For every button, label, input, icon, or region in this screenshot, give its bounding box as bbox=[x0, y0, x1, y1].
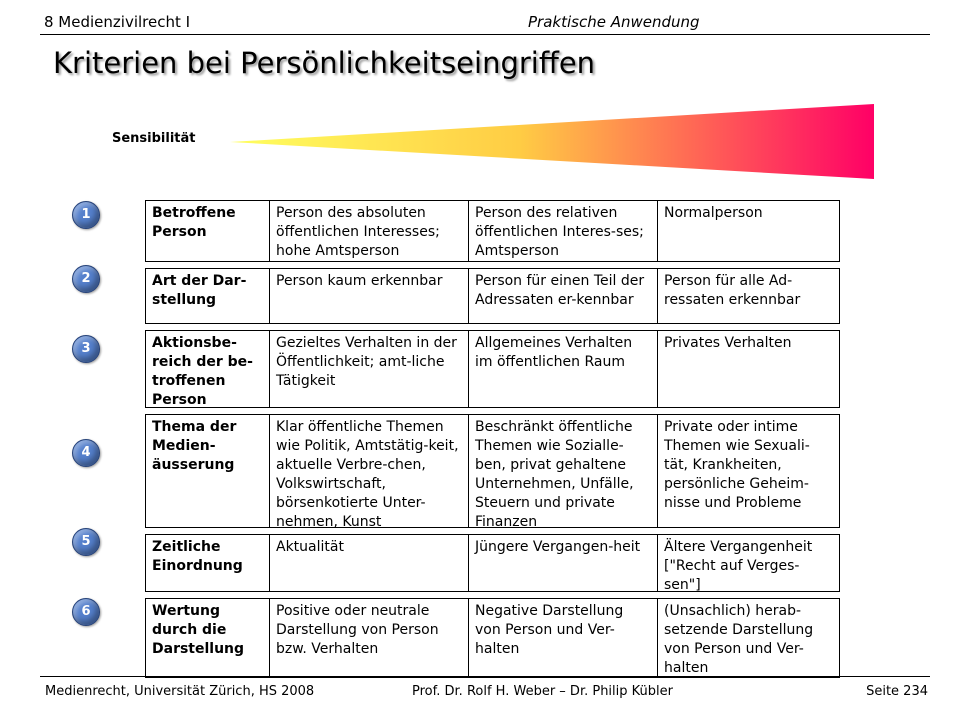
table-cell: Klar öffentliche Themen wie Politik, Amtstätig-keit, aktuelle Verbre-chen, Volkswirtschaft, börsenkotierte Unter-nehmen, Kunst bbox=[270, 415, 469, 527]
footer-authors: Prof. Dr. Rolf H. Weber – Dr. Philip Kübler bbox=[412, 684, 673, 699]
criteria-table bbox=[145, 200, 840, 684]
row-number-badge: 1 bbox=[72, 201, 100, 229]
criterion-label: Thema der Medien-äusserung bbox=[146, 415, 270, 527]
section-title: 8 Medienzivilrecht I bbox=[44, 13, 191, 31]
row-number-badge: 2 bbox=[72, 265, 100, 293]
table-row bbox=[145, 414, 840, 528]
table-cell: Person für alle Ad-ressaten erkennbar bbox=[664, 273, 801, 308]
table-cell: Person des relativen öffentlichen Interes-ses; Amtsperson bbox=[469, 201, 658, 261]
sensitivity-wedge-shape bbox=[230, 104, 874, 179]
page-title: Kriterien bei Persönlichkeitseingriffen bbox=[53, 46, 596, 80]
table-cell: Positive oder neutrale Darstellung von Person bzw. Verhalten bbox=[270, 599, 469, 677]
row-number-badge: 3 bbox=[72, 335, 100, 363]
table-row bbox=[145, 534, 840, 592]
table-cell: Ältere Vergangenheit ["Recht auf Verges-sen"] bbox=[664, 539, 813, 593]
table-cell: (Unsachlich) herab-setzende Darstellung von Person und Ver-halten bbox=[664, 603, 814, 676]
table-cell: Negative Darstellung von Person und Ver-halten bbox=[469, 599, 658, 677]
table-cell: Privates Verhalten bbox=[664, 335, 792, 351]
sensitivity-label: Sensibilität bbox=[112, 131, 196, 146]
criterion-label: Aktionsbe-reich der be-troffenen Person bbox=[146, 331, 270, 407]
table-row bbox=[145, 268, 840, 324]
page-footer bbox=[40, 676, 930, 705]
section-subtitle: Praktische Anwendung bbox=[528, 13, 700, 31]
footer-course: Medienrecht, Universität Zürich, HS 2008 bbox=[45, 684, 315, 699]
table-cell: Person für einen Teil der Adressaten er-kennbar bbox=[469, 269, 658, 323]
table-cell: Gezieltes Verhalten in der Öffentlichkeit; amt-liche Tätigkeit bbox=[270, 331, 469, 407]
sensitivity-wedge bbox=[230, 104, 876, 180]
table-cell: Normalperson bbox=[664, 205, 763, 221]
criterion-label: Wertung durch die Darstellung bbox=[146, 599, 270, 677]
table-cell: Beschränkt öffentliche Themen wie Sozialle-ben, privat gehaltene Unternehmen, Unfälle, Steuern und private Finanzen bbox=[469, 415, 658, 527]
criterion-label: Art der Dar-stellung bbox=[146, 269, 270, 323]
page-number: Seite 234 bbox=[866, 684, 928, 699]
table-row bbox=[145, 598, 840, 678]
row-number-badge: 4 bbox=[72, 439, 100, 467]
criterion-label: Zeitliche Einordnung bbox=[146, 535, 270, 591]
table-cell: Person kaum erkennbar bbox=[270, 269, 469, 323]
table-row bbox=[145, 330, 840, 408]
table-cell: Jüngere Vergangen-heit bbox=[469, 535, 658, 591]
table-cell: Person des absoluten öffentlichen Interesses; hohe Amtsperson bbox=[270, 201, 469, 261]
row-number-badge: 5 bbox=[72, 528, 100, 556]
criterion-label: Betroffene Person bbox=[146, 201, 270, 261]
row-number-badge: 6 bbox=[72, 598, 100, 626]
table-row bbox=[145, 200, 840, 262]
table-cell: Allgemeines Verhalten im öffentlichen Raum bbox=[469, 331, 658, 407]
page-header bbox=[40, 0, 930, 35]
table-cell: Aktualität bbox=[270, 535, 469, 591]
table-cell: Private oder intime Themen wie Sexuali-tät, Krankheiten, persönliche Geheim-nisse und Probleme bbox=[664, 419, 810, 511]
